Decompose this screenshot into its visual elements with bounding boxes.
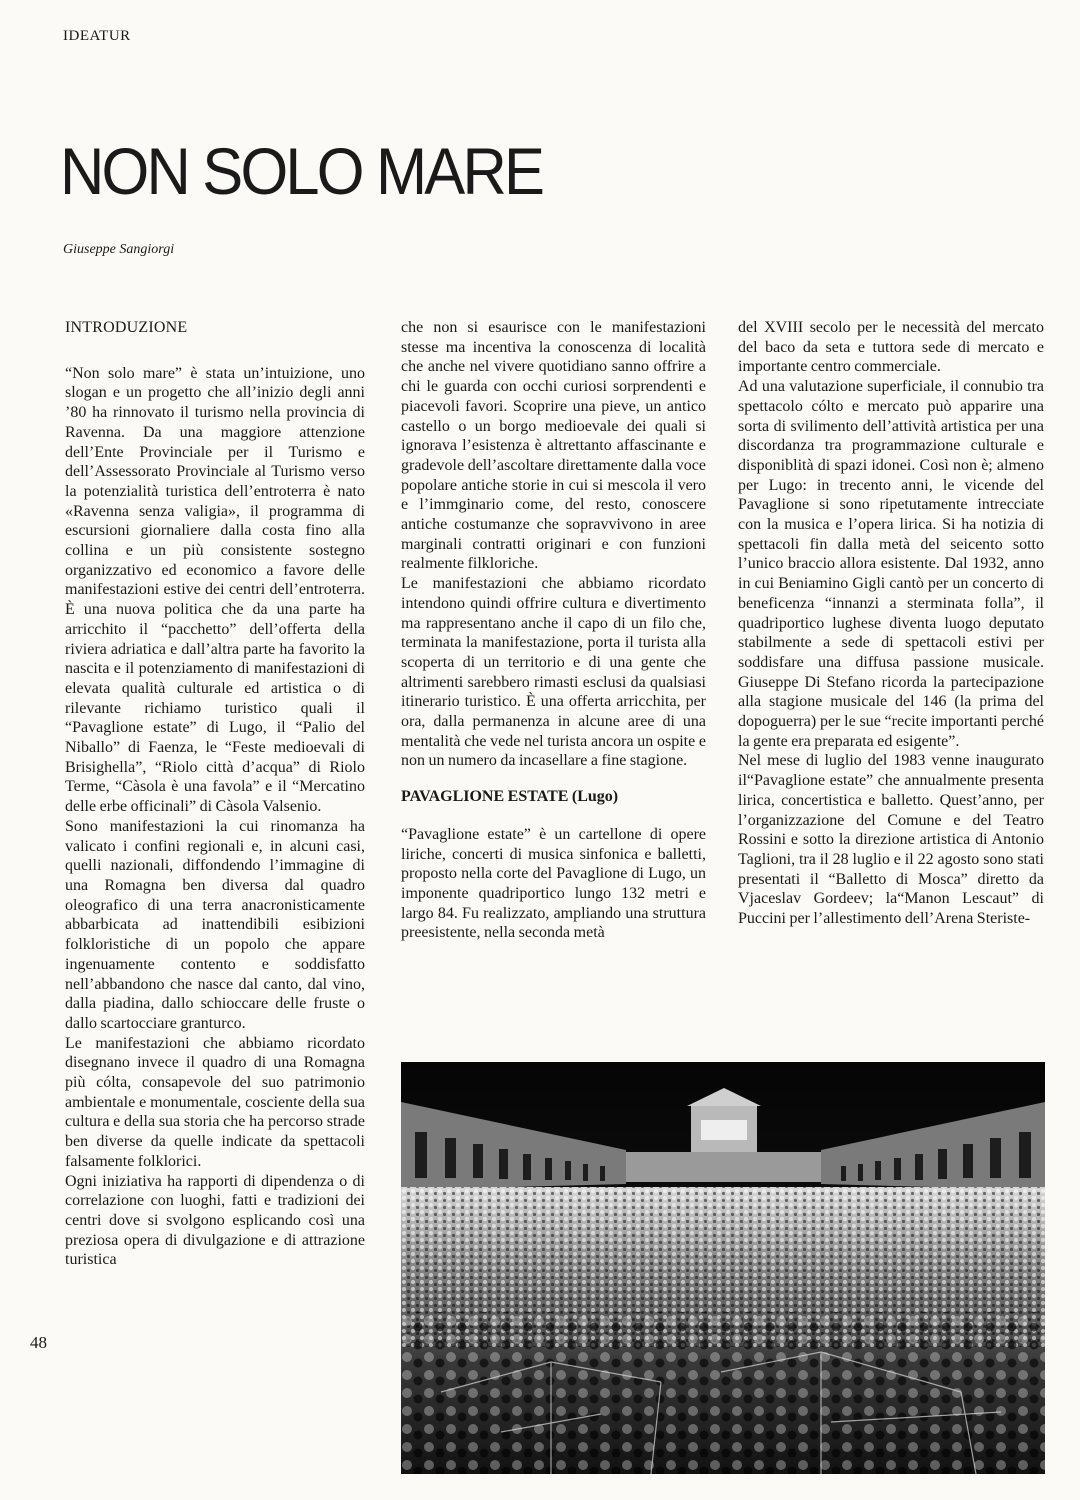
page-number: 48 — [30, 1333, 47, 1352]
paragraph: Nel mese di luglio del 1983 venne inaugurato il“Pavaglione estate” che annualmente presenta lirica, concertistica e balletto. Quest’anno, per l’organizzazione del Comune e del Teatro Rossini e sotto la direzione artistica di Antonio Taglioni, tra il 28 luglio e il 22 agosto sono stati presentati il “Balletto di Mosca” diretto da Vjaceslav Gordeev; la“Manon Lescaut” di Puccini per l’allestimento dell’Arena Steriste- — [738, 752, 1044, 928]
concert-crowd-photo — [401, 1062, 1045, 1474]
paragraph: Le manifestazioni che abbiamo ricordato disegnano invece il quadro di una Romagna più cólta, consapevole del suo patrimonio ambientale e monumentale, cosciente della sua cultura e della sua storia che ha percorso strade ben diverse da quelle indicate da spettacoli falsamente folklorici. — [65, 1034, 365, 1170]
text-column-2 — [401, 318, 706, 943]
section-heading-introduzione: INTRODUZIONE — [65, 319, 188, 336]
paragraph: Ad una valutazione superficiale, il connubio tra spettacolo cólto e mercato può apparire una sorta di svilimento dell’attività artistica per una discordanza tra programmazione culturale e disponiblità di spazi idonei. Così non è; almeno per Lugo: in trecento anni, le vicende del Pavaglione si sono ripetutamente intrecciate con la musica e l’opera lirica. Si ha notizia di spettacoli fin dalla metà del seicento sotto l’unico braccio allora esistente. Dal 1932, anno in cui Beniamino Gigli cantò per un concerto di beneficenza “innanzi a sterminata folla”, il quadriportico lughese diventa luogo deputato stabilmente a sede di spettacoli estivi per soddisfare una diffusa passione musicale. Giuseppe Di Stefano ricorda la partecipazione alla stagione musicale del 146 (la prima del dopoguerra) per le sue “recite importanti perché la gente era preparata ed esigente”. — [738, 378, 1044, 750]
paragraph: Ogni iniziativa ha rapporti di dipendenza o di correlazione con luoghi, fatti e tradizioni dei centri dove si svolgono esplicando così una preziosa opera di divulgazione e di attrazione turistica — [65, 1172, 365, 1269]
article-author: Giuseppe Sangiorgi — [63, 242, 175, 257]
paragraph: Le manifestazioni che abbiamo ricordato intendono quindi offrire cultura e divertimento ma rappresentano anche il capo di un filo che, terminata la manifestazione, porta il turista alla scoperta di un territorio e di una gente che altrimenti sarebbero rimasti esclusi da qualsiasi itinerario turistico. È una offerta arricchita, per ora, dalla permanenza in alcune aree di una mentalità che vede nel turista ancora un ospite e non un numero da incasellare a fine stagione. — [401, 575, 706, 770]
paragraph: che non si esaurisce con le manifestazioni stesse ma incentiva la conoscenza di località che anche nel vivere quotidiano sanno offrire a chi le guarda con occhi curiosi sorprendenti e piacevoli favori. Scoprire una pieve, un antico castello o un borgo medioevale dei quali si ignorava l’esistenza è altrettanto affascinante e gradevole dell’ascoltare direttamente dalla voce popolare antiche storie in cui si mescola il vero e l’immginario come, del resto, conoscere antiche costumanze che sopravvivono in aree marginali contratti originari e con funzioni realmente filkloriche. — [401, 319, 706, 573]
paragraph: “Pavaglione estate” è un cartellone di opere liriche, concerti di musica sinfonica e balletti, proposto nella corte del Pavaglione di Lugo, un imponente quadriportico lungo 132 metri e largo 84. Fu realizzato, ampliando una struttura preesistente, nella seconda metà — [401, 825, 706, 942]
section-tag: IDEATUR — [63, 28, 131, 44]
paragraph: del XVIII secolo per le necessità del mercato del baco da seta e tuttora sede di mercato e importante centro commerciale. — [738, 319, 1044, 376]
text-column-3 — [738, 318, 1044, 929]
photo-illustration — [401, 1062, 1045, 1474]
paragraph: Sono manifestazioni la cui rinomanza ha valicato i confini regionali e, in alcuni casi, quelli nazionali, diffondendo l’immagine di una Romagna ben diversa dal quadro oleografico di una terra anacronisticamente abbarbicata ad inattendibili esibizioni folkloristiche di un popolo che appare ingenuamente contento e soddisfatto nell’abbandono che nasce dal canto, dal vino, dalla piadina, dallo schioccare delle fruste o dallo scartocciare granturco. — [65, 817, 365, 1032]
section-heading-pavaglione: PAVAGLIONE ESTATE (Lugo) — [401, 788, 619, 806]
paragraph: “Non solo mare” è stata un’intuizione, uno slogan e un progetto che all’inizio degli anni ’80 ha rinnovato il turismo nella provincia di Ravenna. Da una maggiore attenzione dell’Ente Provinciale per il Turismo e dell’Assessorato Provinciale al Turismo verso la potenzialità turistica dell’entroterra è nato «Ravenna senza valigia», il programma di escursioni giornaliere dalla costa fino alla collina e un più consistente sostegno organizzativo ed economico a favore delle manifestazioni estive dei centri dell’entroterra. È una nuova politica che da una parte ha arricchito il “pacchetto” dell’offerta della riviera adriatica e dall’altra parte ha favorito la nascita e il potenziamento di manifestazioni di elevata qualità culturale ed artistica o di rilevante richiamo turistico quali il “Pavaglione estate” di Lugo, il “Palio del Niballo” di Faenza, le “Feste medioevali di Brisighella”, “Riolo città d’acqua” di Riolo Terme, “Càsola è una favola” e il “Mercatino delle erbe officinali” di Càsola Valsenio. — [65, 364, 365, 816]
text-column-1 — [65, 318, 365, 1270]
article-title: NON SOLO MARE — [60, 134, 543, 208]
